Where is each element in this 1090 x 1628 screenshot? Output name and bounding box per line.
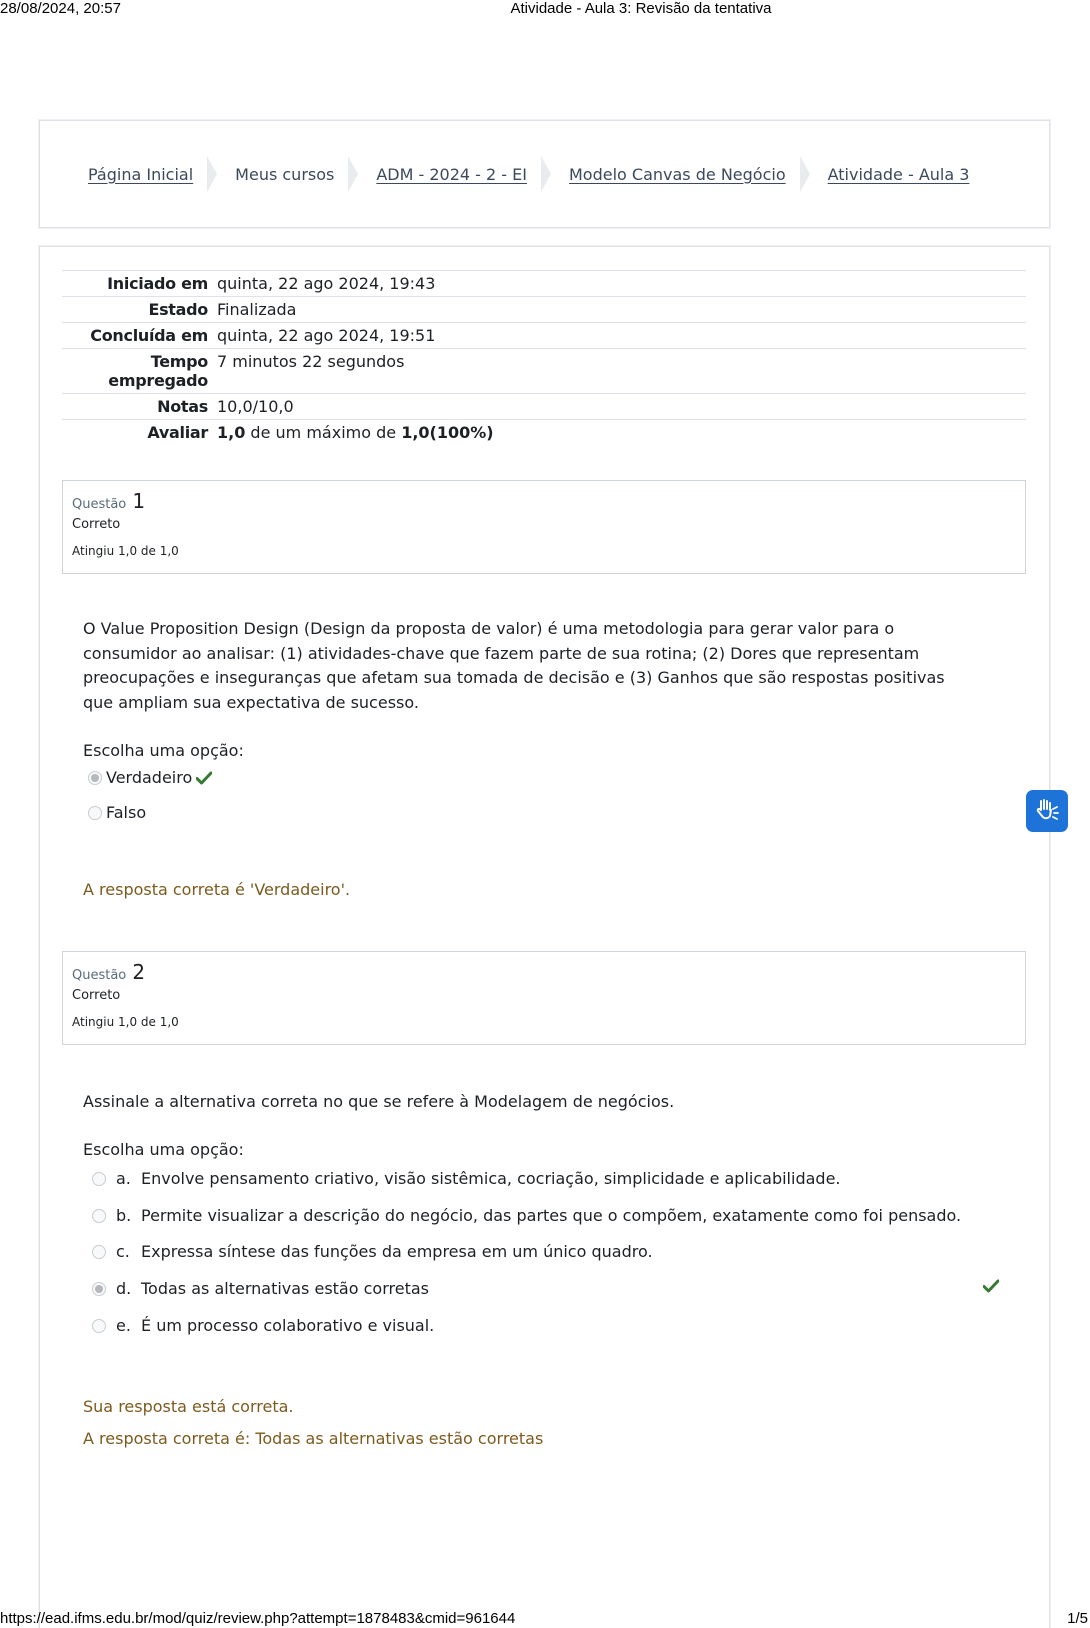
option-label: Falso (106, 803, 147, 822)
summary-value: 7 minutos 22 segundos (217, 352, 405, 371)
summary-value (217, 423, 1026, 442)
question-2-option-c[interactable] (92, 1242, 653, 1261)
grade-max: 1,0 (401, 423, 430, 442)
option-letter: a. (116, 1169, 131, 1188)
question-2-option-b[interactable] (92, 1206, 961, 1225)
question-state: Correto (72, 988, 121, 1003)
main-content (39, 246, 1050, 1628)
question-2-option-e[interactable] (92, 1316, 434, 1335)
option-label: Expressa síntese das funções da empresa em um único quadro. (141, 1242, 653, 1261)
summary-label: Notas (157, 397, 208, 416)
question-number-value: 1 (132, 489, 146, 513)
breadcrumb-course[interactable]: ADM - 2024 - 2 - EI (376, 164, 527, 184)
breadcrumb-my-courses[interactable]: Meus cursos (235, 164, 335, 184)
attempt-summary-table (62, 270, 1026, 445)
grade-text: de um máximo de (245, 423, 402, 442)
question-1-prompt: Escolha uma opção: (83, 741, 244, 760)
summary-value: quinta, 22 ago 2024, 19:43 (217, 274, 436, 293)
question-text-line: consumidor ao analisar: (1) atividades-chave que fazem parte de sua rotina; (2) Dores que representam (83, 643, 920, 663)
question-1-text (83, 617, 983, 715)
breadcrumb (40, 121, 969, 227)
summary-label: Avaliar (147, 423, 208, 442)
question-grade: Atingiu 1,0 de 1,0 (72, 544, 179, 558)
question-state: Correto (72, 517, 121, 532)
grade-percent: (100%) (429, 423, 494, 442)
option-letter: d. (116, 1279, 132, 1298)
radio-button[interactable] (92, 1245, 106, 1259)
print-url: https://ead.ifms.edu.br/mod/quiz/review.php?attempt=1878483&cmid=961644 (0, 1610, 516, 1627)
summary-row-time (62, 348, 1026, 393)
summary-row-marks (62, 393, 1026, 419)
summary-row-state (62, 296, 1026, 322)
radio-button[interactable] (92, 1172, 106, 1186)
question-2-feedback: Sua resposta está correta. (83, 1397, 294, 1416)
summary-label: Estado (148, 300, 208, 319)
radio-button-selected[interactable] (92, 1282, 106, 1296)
question-2-text: Assinale a alternativa correta no que se refere à Modelagem de negócios. (83, 1092, 675, 1111)
radio-button[interactable] (92, 1319, 106, 1333)
question-1-option-true[interactable] (88, 768, 212, 787)
breadcrumb-separator (207, 156, 219, 192)
print-page-number: 1/5 (1067, 1610, 1088, 1627)
question-2-option-d[interactable] (92, 1279, 429, 1298)
sign-language-hands-icon[interactable] (1026, 790, 1068, 832)
option-label: Permite visualizar a descrição do negócio, das partes que o compõem, exatamente como foi pensado. (141, 1206, 962, 1225)
option-letter: b. (116, 1206, 132, 1225)
breadcrumb-container (39, 120, 1050, 228)
option-label: Verdadeiro (106, 768, 193, 787)
question-number (72, 489, 1016, 513)
question-label: Questão (72, 497, 127, 512)
question-grade: Atingiu 1,0 de 1,0 (72, 1015, 179, 1029)
question-text-line: que ampliam sua expectativa de sucesso. (83, 692, 419, 712)
summary-label-line: Tempo (150, 352, 208, 371)
breadcrumb-separator (348, 156, 360, 192)
question-1-feedback: A resposta correta é 'Verdadeiro'. (83, 880, 351, 899)
question-1-option-false[interactable] (88, 803, 146, 822)
radio-button[interactable] (92, 1209, 106, 1223)
breadcrumb-section[interactable]: Modelo Canvas de Negócio (569, 164, 786, 184)
radio-button[interactable] (88, 806, 102, 820)
question-number (72, 960, 1016, 984)
breadcrumb-activity[interactable]: Atividade - Aula 3 (827, 164, 970, 184)
breadcrumb-separator (800, 156, 812, 192)
summary-row-started (62, 270, 1026, 296)
question-text-line: preocupações e inseguranças que afetam sua tomada de decisão e (3) Ganhos que são respostas positivas (83, 668, 945, 687)
question-1-info (62, 480, 1026, 574)
summary-row-grade (62, 419, 1026, 445)
summary-label (62, 352, 217, 390)
summary-value: 10,0/10,0 (217, 397, 294, 416)
question-text-line: O Value Proposition Design (Design da proposta de valor) é uma metodologia para gerar valor para o (83, 619, 895, 638)
option-letter: c. (116, 1242, 130, 1261)
question-2-correct-answer: A resposta correta é: Todas as alternativas estão corretas (83, 1429, 544, 1448)
question-2-info (62, 951, 1026, 1045)
summary-label: Concluída em (90, 326, 208, 345)
option-label: É um processo colaborativo e visual. (141, 1316, 435, 1335)
check-icon (196, 771, 212, 785)
summary-label: Iniciado em (107, 274, 208, 293)
option-label: Envolve pensamento criativo, visão sistêmica, cocriação, simplicidade e aplicabilidade. (141, 1169, 841, 1188)
breadcrumb-separator (541, 156, 553, 192)
question-label: Questão (72, 968, 127, 983)
summary-row-completed (62, 322, 1026, 348)
option-label: Todas as alternativas estão corretas (141, 1279, 429, 1298)
question-number-value: 2 (132, 960, 146, 984)
grade-score: 1,0 (217, 423, 246, 442)
radio-button-selected[interactable] (88, 771, 102, 785)
check-icon (983, 1279, 999, 1293)
summary-label-line: empregado (108, 371, 208, 390)
print-header (0, 0, 1090, 18)
summary-value: Finalizada (217, 300, 297, 319)
breadcrumb-home[interactable]: Página Inicial (88, 164, 194, 184)
summary-value: quinta, 22 ago 2024, 19:51 (217, 326, 436, 345)
print-footer (0, 1608, 1090, 1628)
question-2-prompt: Escolha uma opção: (83, 1140, 244, 1159)
option-letter: e. (116, 1316, 131, 1335)
print-title: Atividade - Aula 3: Revisão da tentativa (510, 0, 772, 17)
question-2-option-a[interactable] (92, 1169, 841, 1188)
print-datetime: 28/08/2024, 20:57 (0, 0, 121, 17)
